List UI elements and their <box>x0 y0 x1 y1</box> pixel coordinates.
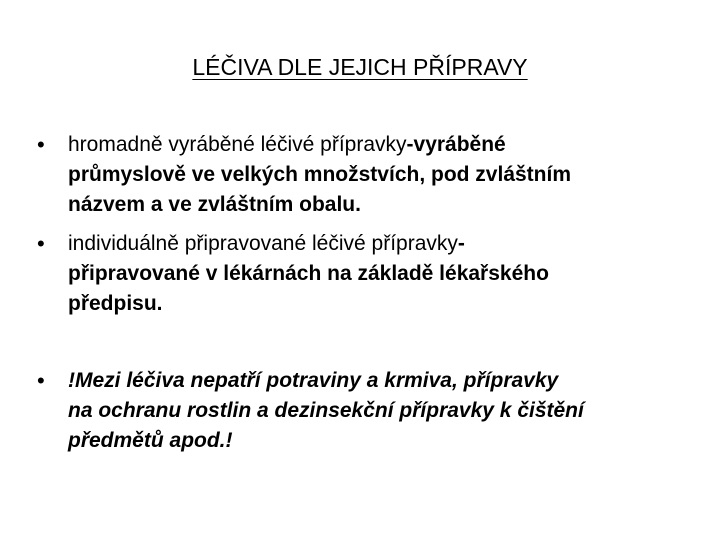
bullet-text <box>68 366 688 456</box>
bullet-line-bold: -vyráběné <box>406 133 506 156</box>
slide-title: LÉČIVA DLE JEJICH PŘÍPRAVY <box>192 54 528 80</box>
bullet-line <box>68 229 688 259</box>
bullet-line: názvem a ve zvláštním obalu. <box>68 193 361 216</box>
bullet-marker: • <box>37 368 45 393</box>
bullet-line: předpisu. <box>68 292 163 315</box>
bullet-line <box>68 130 688 160</box>
bullet-line-bold: - <box>457 232 465 255</box>
bullet-marker: • <box>37 231 45 256</box>
bullet-line: připravované v lékárnách na základě lékařského <box>68 262 549 285</box>
bullet-line-normal: hromadně vyráběné léčivé přípravky <box>68 133 407 156</box>
bullet-text <box>68 130 688 220</box>
bullet-line: předmětů apod.! <box>68 429 233 452</box>
bullet-text <box>68 229 688 319</box>
bullet-line: průmyslově ve velkých množstvích, pod zvláštním <box>68 163 572 186</box>
bullet-marker: • <box>37 132 45 157</box>
bullet-line-normal: individuálně připravované léčivé přípravky <box>68 232 458 255</box>
bullet-line: na ochranu rostlin a dezinsekční přípravky k čištění <box>68 399 584 422</box>
bullet-line: !Mezi léčiva nepatří potraviny a krmiva, přípravky <box>68 369 559 392</box>
